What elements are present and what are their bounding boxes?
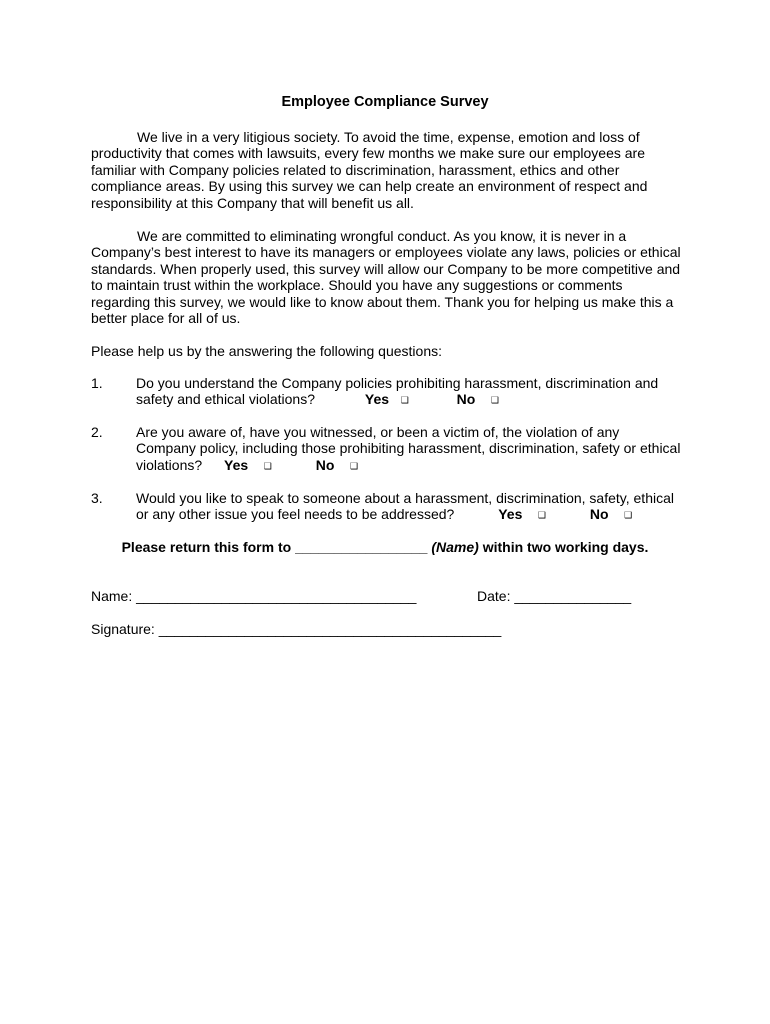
yes-checkbox[interactable]: ❑ [263, 460, 272, 471]
question-number: 3. [91, 490, 103, 506]
question-number: 2. [91, 424, 103, 440]
intro-paragraph-1-text: We live in a very litigious society. To avoid the time, expense, emotion and loss of productivity that comes with lawsuits, every few months we make sure our employees are familiar with Company policies related to discrimination, harassment, ethics and other compliance areas. By using this survey we can help create an environment of respect and responsibility at this Company that will benefit us all. [91, 129, 648, 211]
return-name-blank[interactable]: _________________ [295, 539, 428, 555]
date-label: Date: [477, 588, 511, 604]
question-text: Are you aware of, have you witnessed, or been a victim of, the violation of any Company policy, including those prohibiting harassment, discrimination, safety or ethical violations? [136, 424, 681, 473]
question-text: Do you understand the Company policies prohibiting harassment, discrimination and safety and ethical violations? [136, 375, 659, 408]
date-input-line[interactable]: _______________ [514, 588, 632, 604]
name-field [91, 588, 416, 604]
yes-checkbox[interactable]: ❑ [537, 510, 546, 521]
no-label: No [315, 456, 335, 473]
return-prefix: Please return this form to [121, 539, 292, 555]
no-checkbox[interactable]: ❑ [490, 395, 499, 406]
intro-paragraph-2-text: We are committed to eliminating wrongful conduct. As you know, it is never in a Company’s best interest to have its managers or employees violate any laws, policies or ethical standards. When properly used, this survey will allow our Company to be more competitive and to maintain trust within the workplace. Should you have any suggestions or comments regarding this survey, we would like to know about them. Thank you for helping us make this a better place for all of us. [91, 228, 681, 327]
signature-field [91, 621, 501, 637]
no-checkbox[interactable]: ❑ [624, 510, 633, 521]
return-name-placeholder: (Name) [431, 539, 479, 555]
yes-checkbox[interactable]: ❑ [400, 395, 409, 406]
signature-label: Signature: [91, 621, 155, 637]
no-label: No [589, 506, 609, 523]
page-title: Employee Compliance Survey [281, 94, 489, 110]
yes-label: Yes [364, 391, 390, 408]
intro-paragraph-1 [91, 129, 681, 211]
instructions-text: Please help us by the answering the following questions: [91, 343, 442, 359]
signature-input-line[interactable]: ____________________________________________ [158, 621, 502, 637]
intro-paragraph-2 [91, 228, 681, 326]
yes-label: Yes [224, 456, 249, 473]
name-label: Name: [91, 588, 133, 604]
name-input-line[interactable]: ____________________________________ [136, 588, 417, 604]
return-suffix: within two working days. [482, 539, 649, 555]
question-number: 1. [91, 375, 103, 391]
return-instructions [0, 539, 770, 555]
no-checkbox[interactable]: ❑ [349, 460, 359, 471]
question-text: Would you like to speak to someone about a harassment, discrimination, safety, ethical or any other issue you feel needs to be addressed? [136, 490, 674, 523]
no-label: No [456, 391, 476, 408]
yes-label: Yes [498, 506, 523, 523]
date-field [477, 588, 631, 604]
